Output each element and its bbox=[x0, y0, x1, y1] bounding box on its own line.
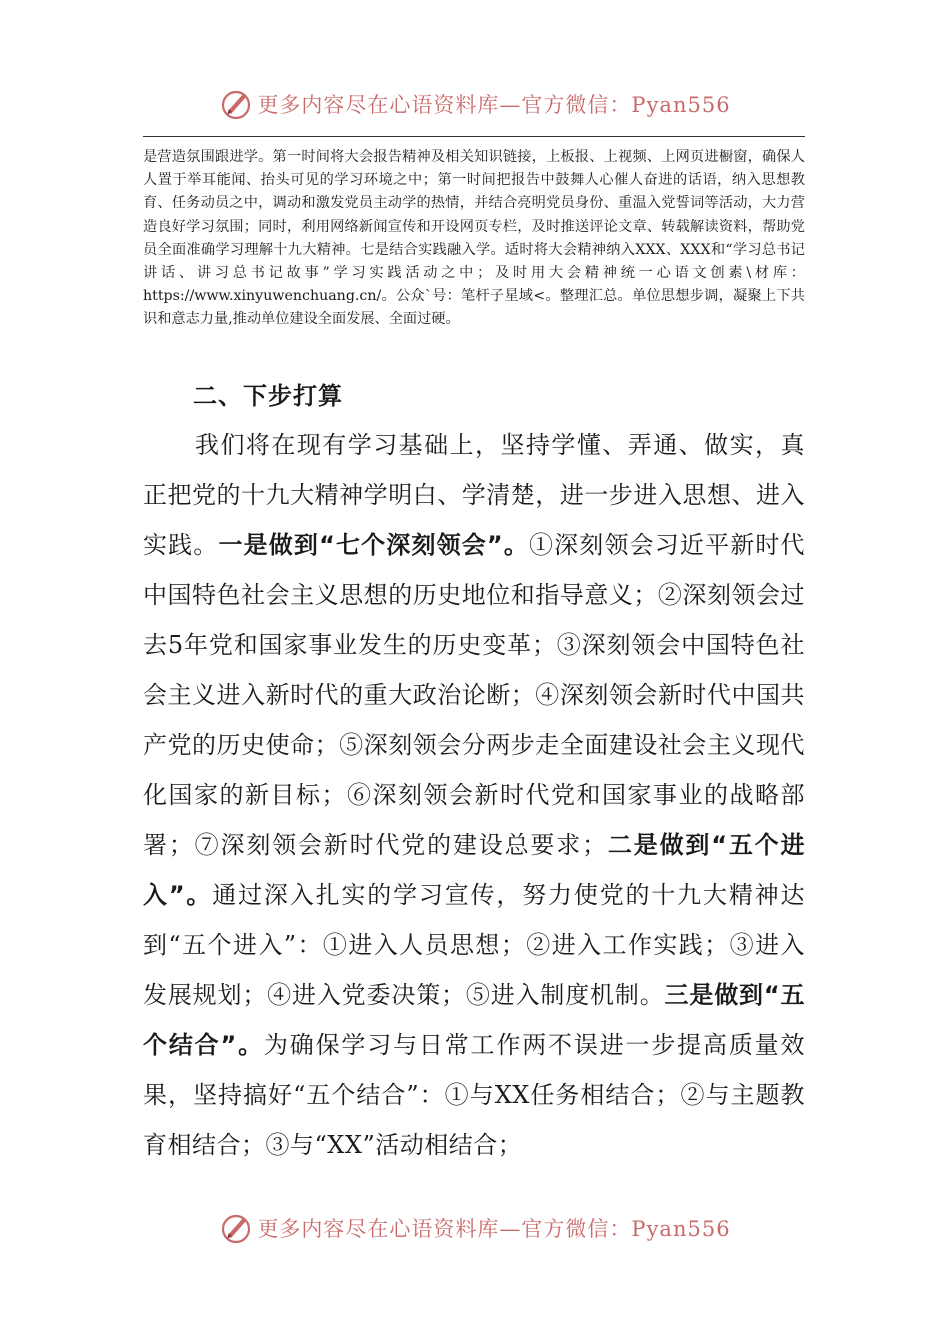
body-text-3: 通过深入扎实的学习宣传，努力使党的十九大精神达到“五个进入”：①进入人员思想；②进入工作实践；③进入发展规划；④进入党委决策；⑤进入制度机制。 bbox=[143, 881, 805, 1009]
body-paragraph bbox=[143, 420, 805, 1170]
section-heading: 二、下步打算 bbox=[193, 382, 343, 410]
pen-circle-logo-icon bbox=[219, 87, 253, 121]
banner-text: 更多内容尽在心语资料库—官方微信：Pyan556 bbox=[257, 1217, 731, 1241]
header-banner bbox=[0, 82, 950, 126]
top-paragraph: 是营造氛围跟进学。第一时间将大会报告精神及相关知识链接，上板报、上视频、上网页进橱窗，确保人人置于举耳能闻、抬头可见的学习环境之中；第一时间把报告中鼓舞人心催人奋进的话语，纳入思想教育、任务动员之中，调动和激发党员主动学的热情，并结合亮明党员身份、重温入党誓词等活动，大力营造良好学习氛围；同时，利用网络新闻宣传和开设网页专栏，及时推送评论文章、转载解读资料，帮助党员全面准确学习理解十九大精神。七是结合实践融入学。适时将大会精神纳入XXX、XXX和“学习总书记讲话、讲习总书记故事”学习实践活动之中；及时用大会精神统一心语文创素\材库：https://www.xinyuwenchuang.cn/。公众`号：笔杆子星域<。整理汇总。单位思想步调，凝聚上下共识和意志力量,推动单位建设全面发展、全面过硬。 bbox=[143, 149, 805, 328]
bold-point-2: 二是做到“五个进入”。 bbox=[143, 831, 805, 909]
header-divider bbox=[143, 136, 805, 137]
bold-point-3: 三是做到“五个结合”。 bbox=[143, 981, 805, 1059]
body-text-4: 为确保学习与日常工作两不误进一步提高质量效果，坚持搞好“五个结合”：①与XX任务相结合；②与主题教育相结合；③与“XX”活动相结合； bbox=[143, 1031, 805, 1159]
bold-point-1: 一是做到“七个深刻领会”。 bbox=[218, 531, 529, 559]
footer-banner bbox=[0, 1206, 950, 1250]
body-text-2: ①深刻领会习近平新时代中国特色社会主义思想的历史地位和指导意义；②深刻领会过去5年党和国家事业发生的历史变革；③深刻领会中国特色社会主义进入新时代的重大政治论断；④深刻领会新时代中国共产党的历史使命；⑤深刻领会分两步走全面建设社会主义现代化国家的新目标；⑥深刻领会新时代党和国家事业的战略部署；⑦深刻领会新时代党的建设总要求； bbox=[143, 531, 806, 859]
banner-text: 更多内容尽在心语资料库—官方微信：Pyan556 bbox=[257, 93, 731, 117]
pen-circle-logo-icon bbox=[219, 1211, 253, 1245]
body-text-1: 我们将在现有学习基础上，坚持学懂、弄通、做实，真正把党的十九大精神学明白、学清楚，进一步进入思想、进入实践。 bbox=[143, 431, 805, 559]
